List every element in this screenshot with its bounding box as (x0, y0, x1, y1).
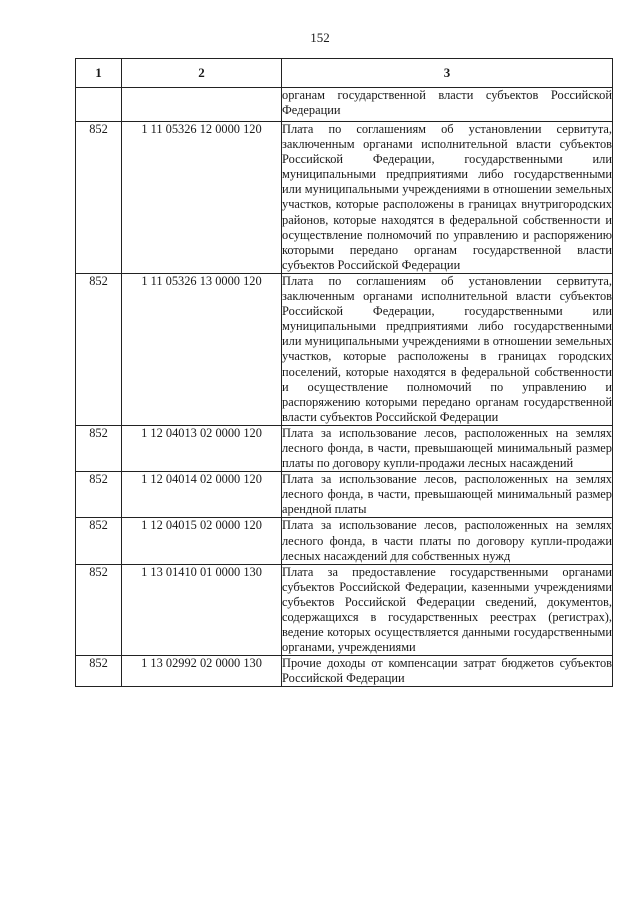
revenue-code-table (75, 58, 613, 687)
revenue-description: Плата по соглашениям об установлении сервитута, заключенным органами исполнительной власти субъектов Российской Федерации, государственными или муниципальными предприятиями либо государственными или муниципальными учреждениями в отношении земельных участков, которые расположены в границах внутригородских районов, которые находятся в федеральной собственности и осуществление полномочий по управлению и распоряжению которыми передано органам государственной власти субъектов Российской Федерации (282, 122, 612, 272)
continuation-row (76, 88, 613, 122)
header-col-1: 1 (76, 59, 122, 88)
admin-code: 852 (76, 472, 122, 518)
revenue-description: Плата за использование лесов, расположенных на землях лесного фонда, в части, превышающей минимальный размер платы по договору купли-продажи лесных насаждений (282, 425, 612, 471)
table-row (76, 518, 613, 564)
admin-code: 852 (76, 273, 122, 425)
revenue-code: 1 11 05326 12 0000 120 (122, 122, 282, 274)
table-row (76, 425, 613, 471)
admin-code: 852 (76, 518, 122, 564)
revenue-description: Плата за использование лесов, расположенных на землях лесного фонда, в части платы по договору купли-продажи лесных насаждений для собственных нужд (282, 518, 612, 563)
revenue-code: 1 13 01410 01 0000 130 (122, 564, 282, 656)
table-row (76, 472, 613, 518)
admin-code: 852 (76, 564, 122, 656)
header-col-2: 2 (122, 59, 282, 88)
table-row (76, 122, 613, 274)
admin-code: 852 (76, 122, 122, 274)
table-header-row (76, 59, 613, 88)
admin-code: 852 (76, 656, 122, 687)
admin-code: 852 (76, 425, 122, 471)
revenue-description: Прочие доходы от компенсации затрат бюджетов субъектов Российской Федерации (282, 656, 612, 686)
table-row (76, 564, 613, 656)
continuation-code-cell (122, 88, 282, 122)
revenue-description: Плата за предоставление государственными органами субъектов Российской Федерации, казенными учреждениями субъектов Российской Федерации сведений, документов, содержащихся в государственных реестрах (регистрах), ведение которых осуществляется данными государственными органами, учреждениями (282, 564, 612, 655)
page-number: 152 (310, 30, 330, 45)
revenue-code: 1 12 04015 02 0000 120 (122, 518, 282, 564)
continuation-text: органам государственной власти субъектов Российской Федерации (282, 88, 613, 122)
revenue-code: 1 11 05326 13 0000 120 (122, 273, 282, 425)
revenue-code: 1 13 02992 02 0000 130 (122, 656, 282, 687)
header-col-3: 3 (282, 59, 613, 88)
revenue-description: Плата за использование лесов, расположенных на землях лесного фонда, в части, превышающей минимальный размер арендной платы (282, 472, 612, 517)
table-row (76, 656, 613, 687)
continuation-admin-cell (76, 88, 122, 122)
revenue-code: 1 12 04013 02 0000 120 (122, 425, 282, 471)
revenue-description: Плата по соглашениям об установлении сервитута, заключенным органами исполнительной власти субъектов Российской Федерации, государственными или муниципальными предприятиями либо государственными или муниципальными учреждениями в отношении земельных участков, которые расположены в границах городских поселений, которые находятся в федеральной собственности и осуществление полномочий по управлению и распоряжению которыми передано органам государственной власти субъектов Российской Федерации (282, 273, 612, 424)
table-row (76, 273, 613, 425)
revenue-code: 1 12 04014 02 0000 120 (122, 472, 282, 518)
